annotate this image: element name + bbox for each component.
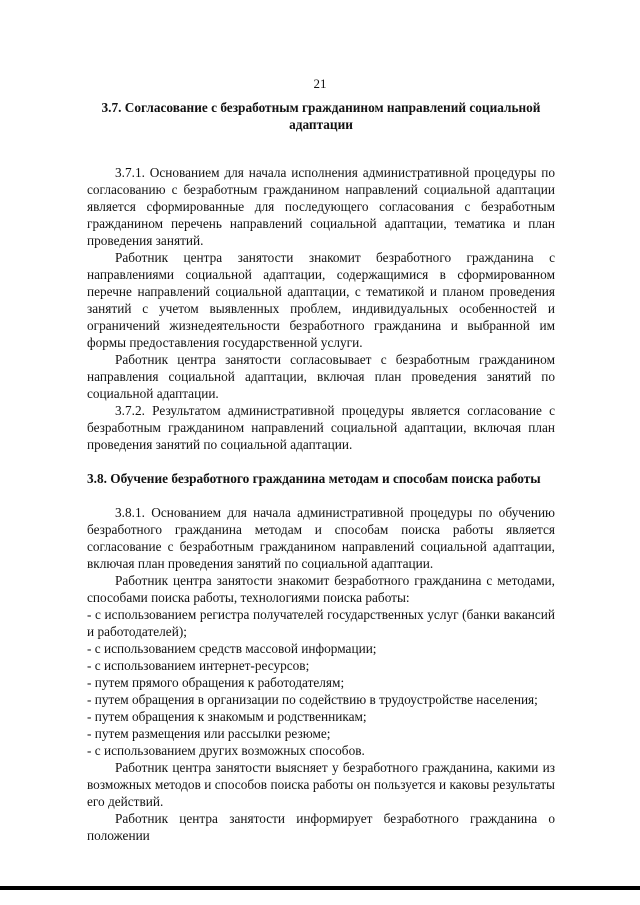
section-3-7-heading bbox=[87, 99, 555, 133]
page-number: 21 bbox=[313, 76, 327, 91]
list-item: - с использованием средств массовой информации; bbox=[87, 641, 377, 656]
paragraph-3-7-agree: Работник центра занятости согласовывает с безработным гражданином направления социальной адаптации, включая план проведения занятий по социальной адаптации. bbox=[87, 352, 555, 401]
section-3-7-heading-line2: адаптации bbox=[289, 117, 353, 132]
section-3-7-heading-line1: 3.7. Согласование с безработным гражданином направлений социальной bbox=[101, 100, 541, 115]
list-item: - путем обращения к знакомым и родственникам; bbox=[87, 709, 367, 724]
list-item: - с использованием других возможных способов. bbox=[87, 743, 365, 758]
list-item: - путем обращения в организации по содействию в трудоустройстве населения; bbox=[87, 692, 538, 707]
paragraph-3-7-2: 3.7.2. Результатом административной процедуры является согласование с безработным гражданином направлений социальной адаптации, включая план проведения занятий по социальной адаптации. bbox=[87, 403, 555, 452]
list-item: - с использованием регистра получателей государственных услуг (банки вакансий и работодателей); bbox=[87, 607, 555, 639]
paragraph-3-8-1: 3.8.1. Основанием для начала административной процедуры по обучению безработного гражданина методам и способам поиска работы является согласование с безработным гражданином направлений социальной адаптации, включая план проведения занятий по социальной адаптации. bbox=[87, 505, 555, 571]
paragraph-3-8-methods-intro: Работник центра занятости знакомит безработного гражданина с методами, способами поиска работы, технологиями поиска работы: bbox=[87, 573, 555, 605]
paragraph-3-7-1: 3.7.1. Основанием для начала исполнения административной процедуры по согласованию с безработным гражданином направлений социальной адаптации является сформированные для последующего согласования с безработным гражданином перечень направлений социальной адаптации, тематика и план проведения занятий. bbox=[87, 165, 555, 248]
list-item: - путем размещения или рассылки резюме; bbox=[87, 726, 331, 741]
section-3-8-heading: 3.8. Обучение безработного гражданина методам и способам поиска работы bbox=[87, 471, 541, 486]
bottom-scan-border bbox=[0, 886, 640, 890]
list-item: - с использованием интернет-ресурсов; bbox=[87, 658, 310, 673]
document-body bbox=[87, 99, 555, 844]
paragraph-3-8-clarify: Работник центра занятости выясняет у безработного гражданина, какими из возможных методов и способов поиска работы он пользуется и каковы результаты его действий. bbox=[87, 760, 555, 809]
paragraph-3-8-inform: Работник центра занятости информирует безработного гражданина о положении bbox=[87, 811, 555, 843]
paragraph-3-7-familiarize: Работник центра занятости знакомит безработного гражданина с направлениями социальной адаптации, содержащимися в сформированном перечне направлений социальной адаптации, с тематикой и планом проведения занятий с учетом выявленных проблем, индивидуальных особенностей и ограничений жизнедеятельности безработного гражданина и выбранной им формы предоставления государственной услуги. bbox=[87, 250, 555, 350]
list-item: - путем прямого обращения к работодателям; bbox=[87, 675, 345, 690]
